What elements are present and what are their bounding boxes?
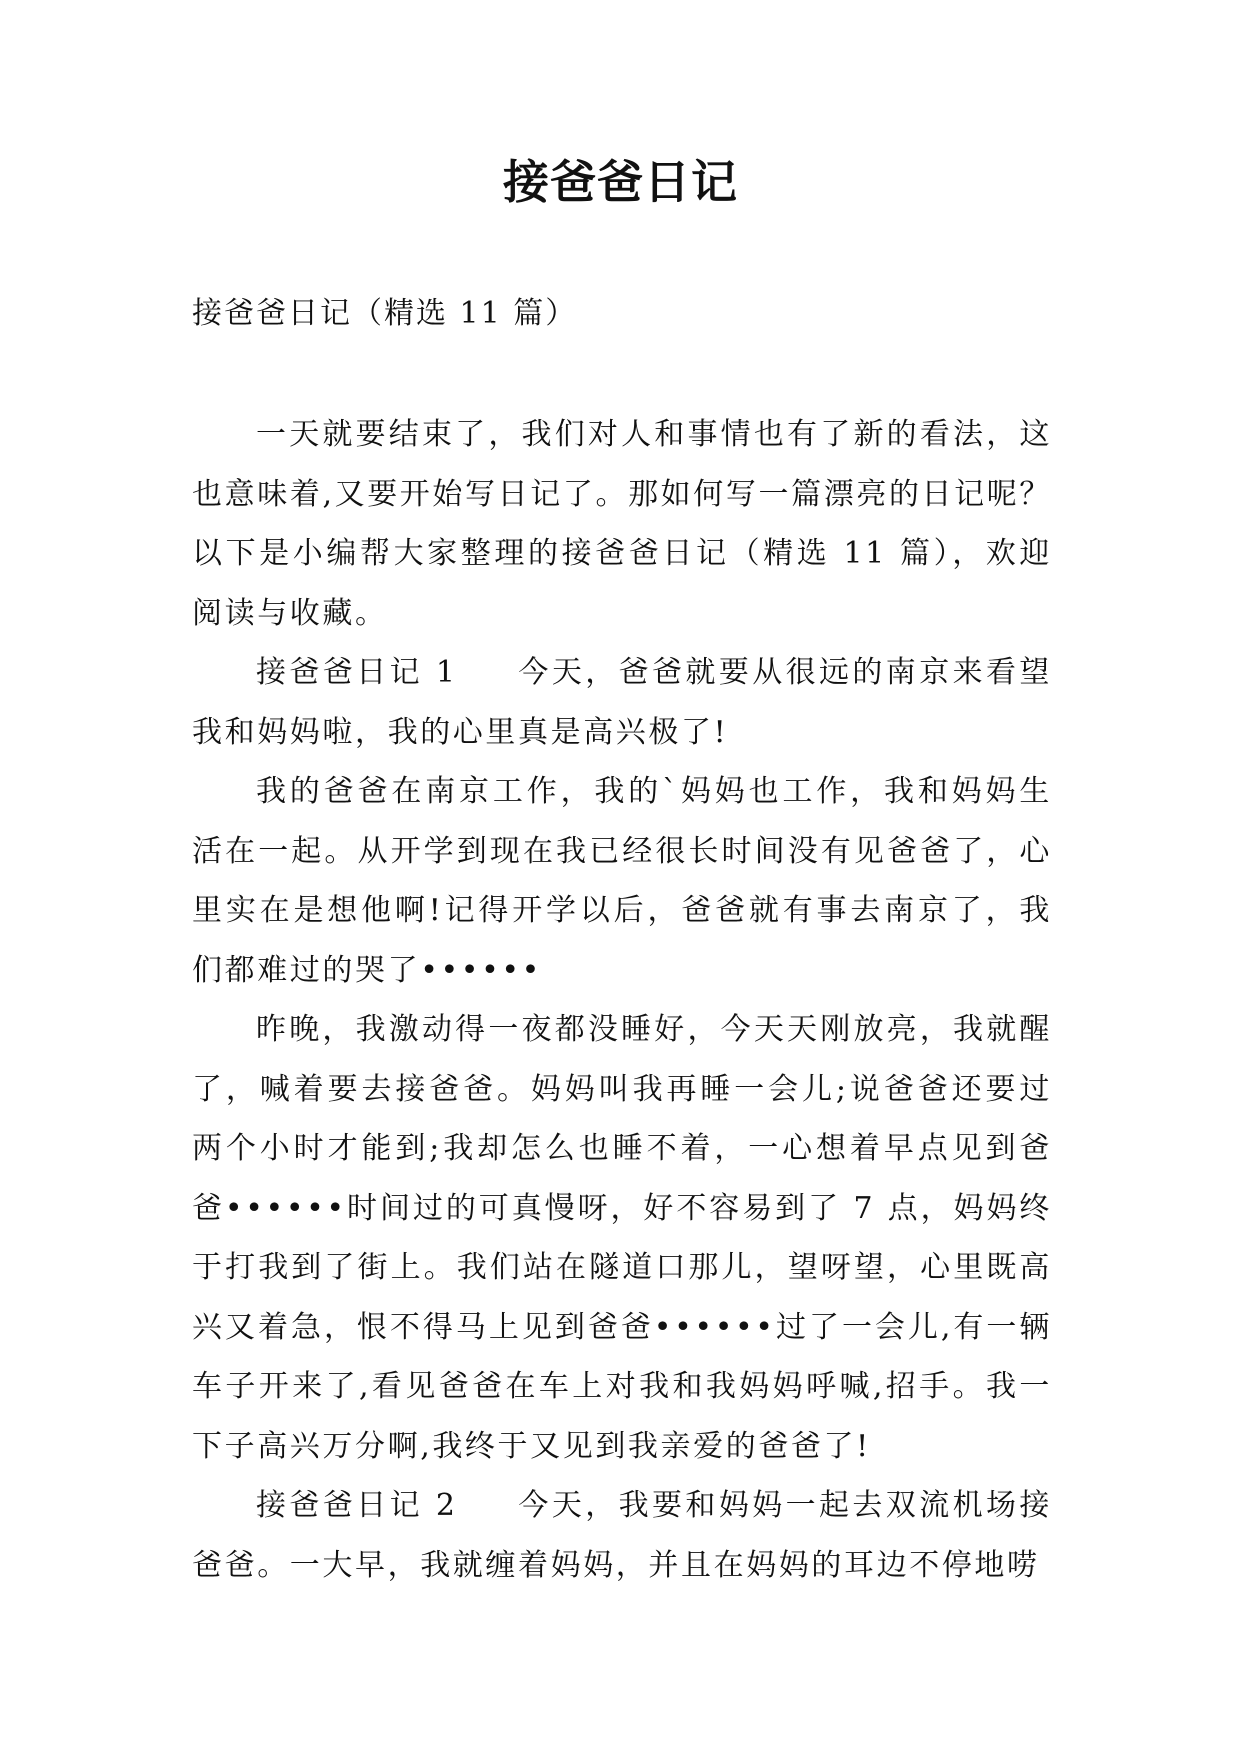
paragraph-diary-1-start bbox=[192, 643, 1052, 762]
paragraph-text: 昨晚，我激动得一夜都没睡好，今天天刚放亮，我就醒了，喊着要去接爸爸。妈妈叫我再睡一会儿;说爸爸还要过两个小时才能到;我却怎么也睡不着，一心想着早点见到爸爸••••••时间过的可真慢呀，好不容易到了 7 点，妈妈终于打我到了街上。我们站在隧道口那儿，望呀望，心里既高兴又着急，恨不得马上见到爸爸••••••过了一会儿,有一辆车子开来了,看见爸爸在车上对我和我妈妈呼喊,招手。我一下子高兴万分啊,我终于又见到我亲爱的爸爸了! bbox=[192, 1012, 1052, 1464]
paragraph-diary-1-meeting bbox=[192, 1000, 1052, 1476]
paragraph-diary-2-start bbox=[192, 1476, 1052, 1595]
paragraph-text: 今天，爸爸就要从很远的南京来看望我和妈妈啦，我的心里真是高兴极了! bbox=[192, 655, 1052, 750]
paragraph-intro bbox=[192, 405, 1052, 643]
paragraph-diary-1-work bbox=[192, 762, 1052, 1000]
paragraph-text: 一天就要结束了，我们对人和事情也有了新的看法，这也意味着,又要开始写日记了。那如何写一篇漂亮的日记呢？以下是小编帮大家整理的接爸爸日记（精选 11 篇），欢迎阅读与收藏。 bbox=[192, 417, 1052, 631]
document-title: 接爸爸日记 bbox=[503, 155, 738, 209]
paragraph-text: 今天，我要和妈妈一起去双流机场接爸爸。一大早，我就缠着妈妈，并且在妈妈的耳边不停地唠 bbox=[192, 1488, 1052, 1583]
document-body bbox=[192, 405, 1052, 1595]
document-subtitle: 接爸爸日记（精选 11 篇） bbox=[192, 296, 578, 331]
paragraph-text: 我的爸爸在南京工作，我的`妈妈也工作，我和妈妈生活在一起。从开学到现在我已经很长时间没有见爸爸了，心里实在是想他啊!记得开学以后，爸爸就有事去南京了，我们都难过的哭了•••••• bbox=[192, 774, 1052, 988]
diary-heading: 接爸爸日记 2 bbox=[256, 1488, 458, 1523]
diary-heading: 接爸爸日记 1 bbox=[256, 655, 458, 690]
